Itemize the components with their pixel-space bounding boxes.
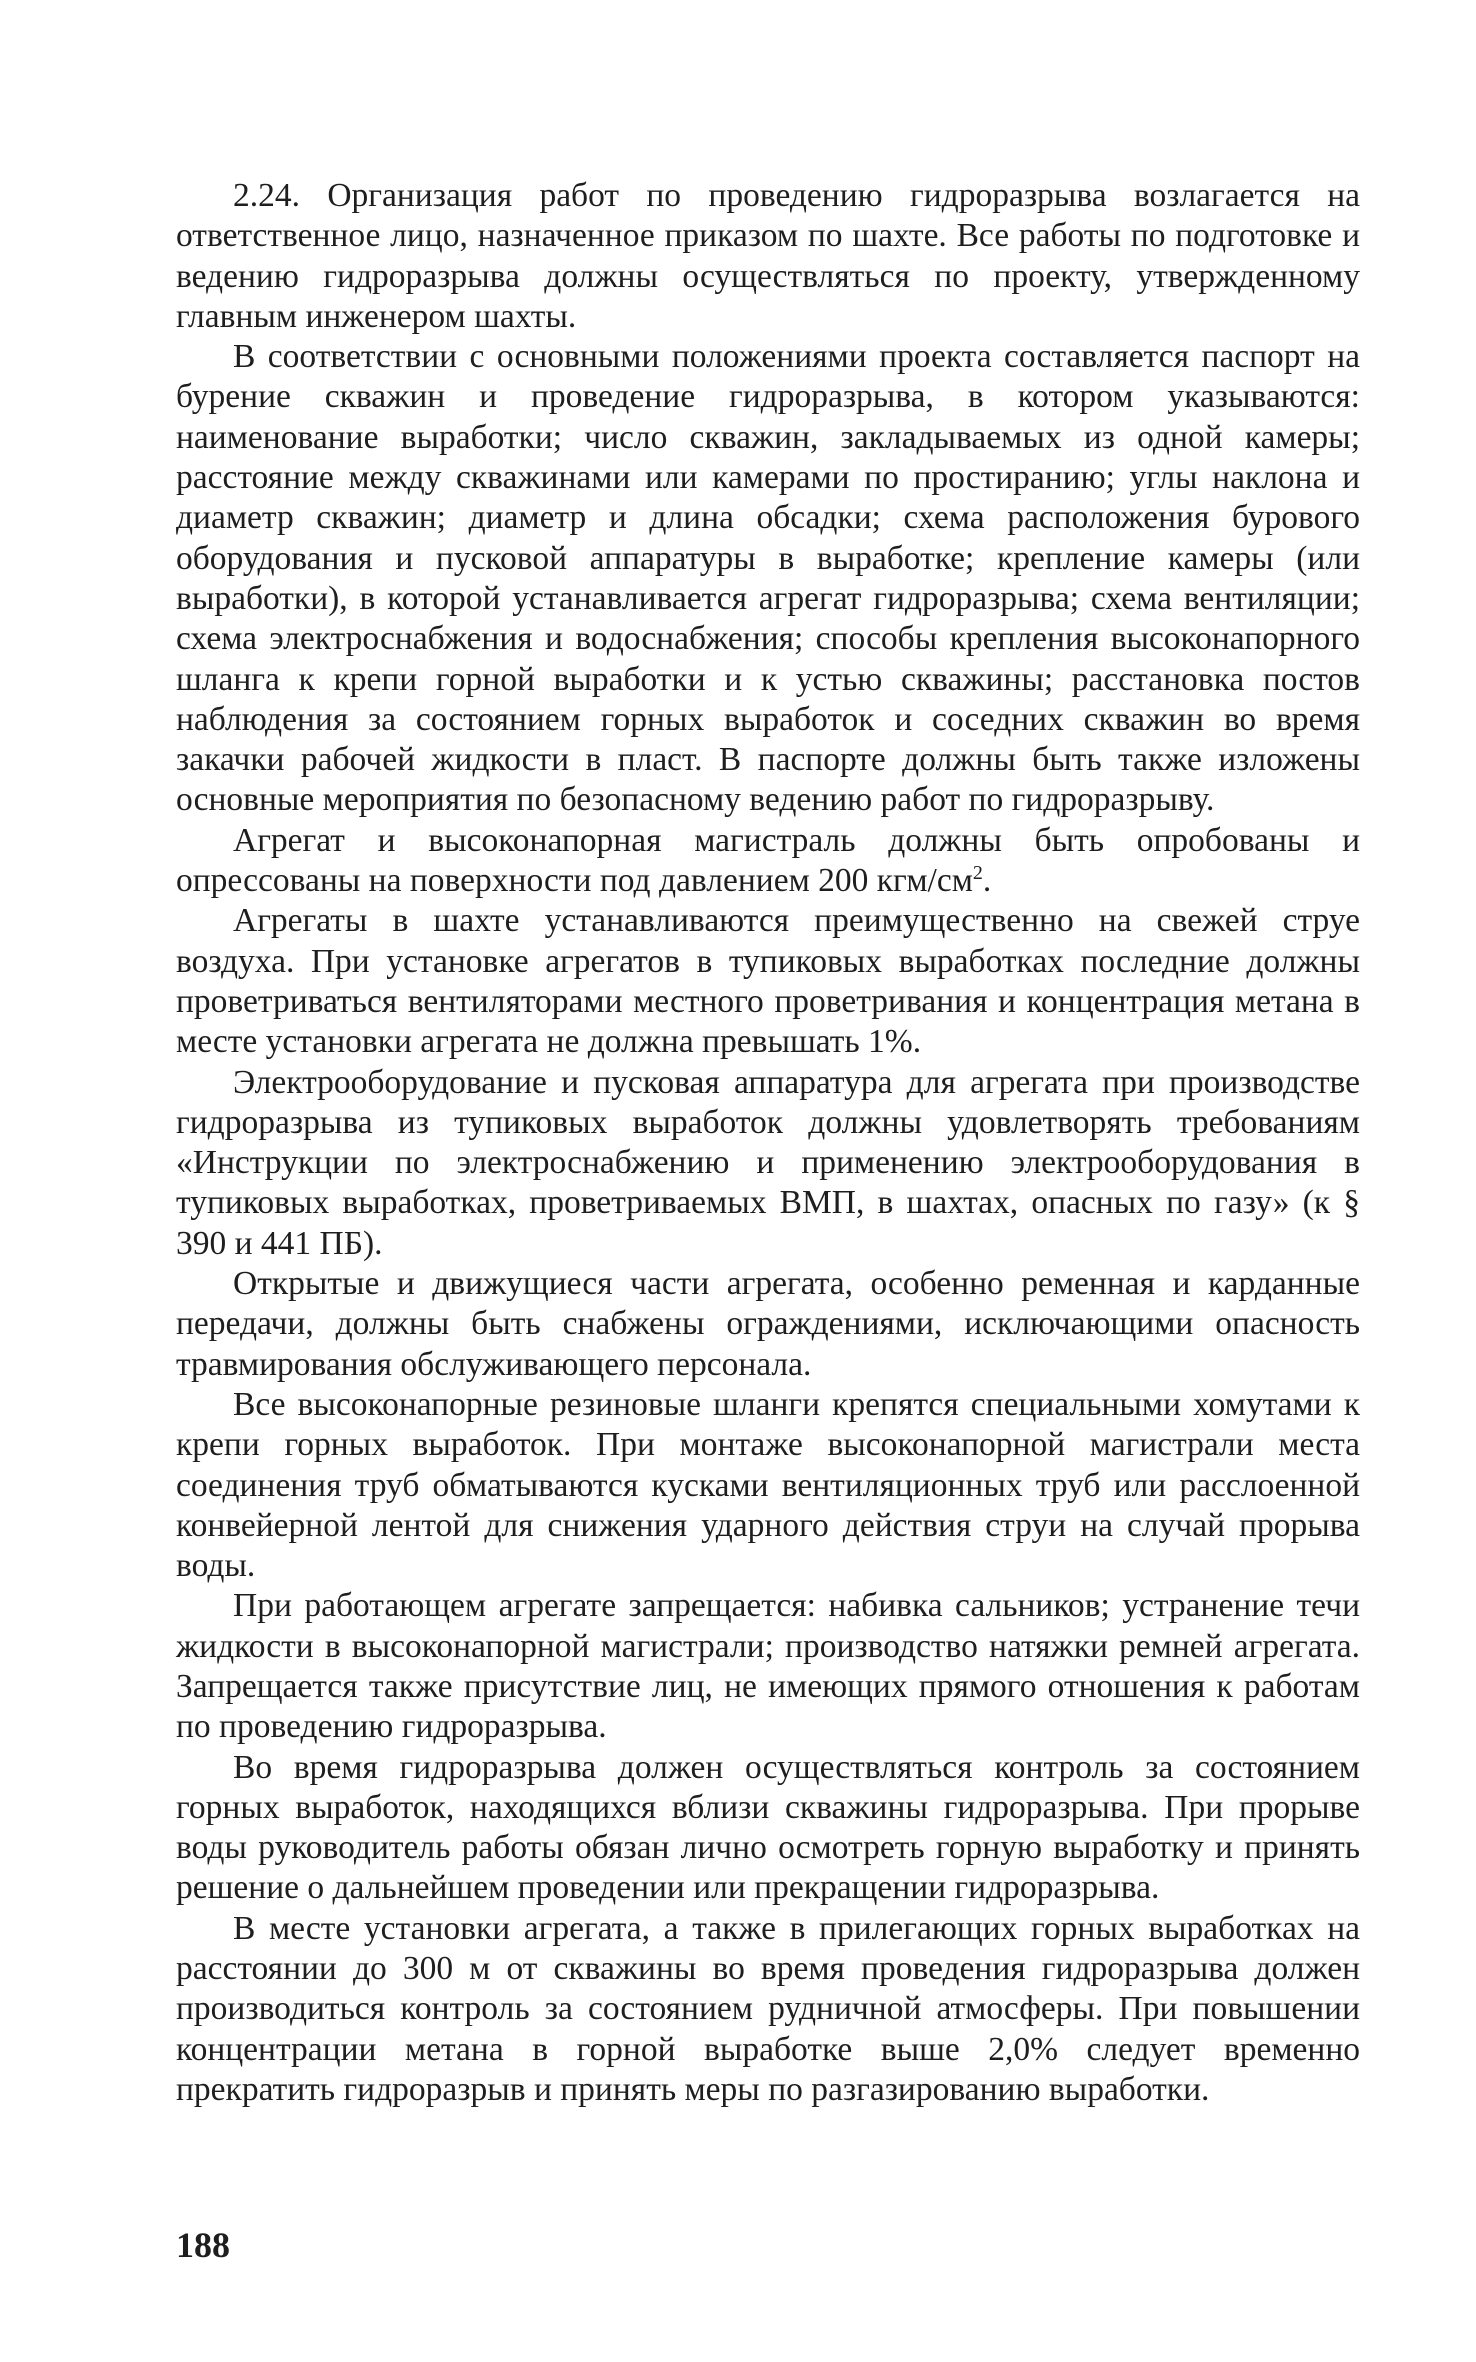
page-number: 188 <box>176 2225 230 2265</box>
page-body <box>176 176 1360 2110</box>
paragraph-prohibitions: При работающем агрегате запрещается: набивка сальников; устранение течи жидкости в высоконапорной магистрали; производство натяжки ремней агрегата. Запрещается также присутствие лиц, не имеющих прямого отношения к работам по проведению гидроразрыва. <box>176 1587 1360 1746</box>
paragraph-organization: 2.24. Организация работ по проведению гидроразрыва возлагается на ответственное лицо, назначенное приказом по шахте. Все работы по подготовке и ведению гидроразрыва должны осуществляться по проекту, утвержденному главным инженером шахты. <box>176 177 1360 335</box>
paragraph-moving-parts: Открытые и движущиеся части агрегата, особенно ременная и карданные передачи, должны быть снабжены ограждениями, исключающими опасность травмирования обслуживающего персонала. <box>176 1265 1360 1383</box>
paragraph-passport: В соответствии с основными положениями проекта составляется паспорт на бурение скважин и проведение гидроразрыва, в котором указываются: наименование выработки; число скважин, закладываемых из одной камеры; расстояние между скважинами или камерами по простиранию; углы наклона и диаметр скважин; диаметр и длина обсадки; схема расположения бурового оборудования и пусковой аппаратуры в выработке; крепление камеры (или выработки), в которой устанавливается агрегат гидроразрыва; схема вентиляции; схема электроснабжения и водоснабжения; способы крепления высоконапорного шланга к крепи горной выработки и к устью скважины; расстановка постов наблюдения за состоянием горных выработок и соседних скважин во время закачки рабочей жидкости в пласт. В паспорте должны быть также изложены основные мероприятия по безопасному ведению работ по гидроразрыву. <box>176 338 1360 819</box>
paragraph-atmosphere: В месте установки агрегата, а также в прилегающих горных выработках на расстоянии до 300 м от скважины во время проведения гидроразрыва должен производиться контроль за состоянием рудничной атмосферы. При повышении концентрации метана в горной выработке выше 2,0% следует временно прекратить гидроразрыв и принять меры по разгазированию выработки. <box>176 1909 1360 2108</box>
paragraph-air-stream: Агрегаты в шахте устанавливаются преимущественно на свежей струе воздуха. При установке агрегатов в тупиковых выработках последние должны проветриваться вентиляторами местного проветривания и концентрация метана в месте установки агрегата не должна превышать 1%. <box>176 902 1360 1061</box>
paragraph-pressure-test: Агрегат и высоконапорная магистраль должны быть опробованы и опрессованы на поверхности под давлением 200 кгм/$см^2$. <box>176 821 1360 900</box>
paragraph-monitoring: Во время гидроразрыва должен осуществляться контроль за состоянием горных выработок, находящихся вблизи скважины гидроразрыва. При прорыве воды руководитель работы обязан лично осмотреть горную выработку и принять решение о дальнейшем проведении или прекращении гидроразрыва. <box>176 1748 1360 1907</box>
paragraph-hoses: Все высоконапорные резиновые шланги крепятся специальными хомутами к крепи горных выработок. При монтаже высоконапорной магистрали места соединения труб обматываются кусками вентиляционных труб или расслоенной конвейерной лентой для снижения ударного действия струи на случай прорыва воды. <box>176 1385 1360 1585</box>
paragraph-electrical: Электрооборудование и пусковая аппаратура для агрегата при производстве гидроразрыва из тупиковых выработок должны удовлетворять требованиям «Инструкции по электроснабжению и применению электрооборудования в тупиковых выработках, проветриваемых ВМП, в шахтах, опасных по газу» (к § 390 и 441 ПБ). <box>176 1063 1360 1262</box>
